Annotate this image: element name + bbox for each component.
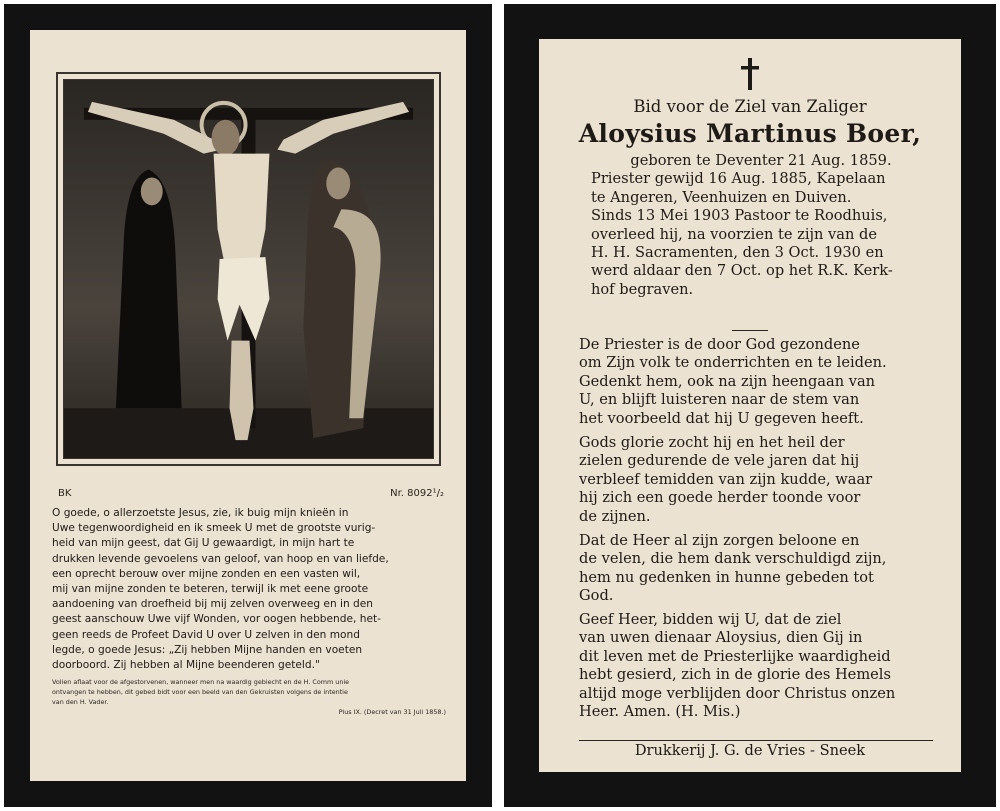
paragraph-line: De Priester is de door God gezondene: [579, 336, 860, 353]
prayer-line: aandoening van droefheid bij mij zelven overweeg en in den: [52, 598, 374, 611]
paragraph-line: Heer. Amen. (H. Mis.): [579, 703, 741, 721]
prayer-line: geest aanschouw Uwe vijf Wonden, vor oogen hebbende, het-: [52, 613, 381, 626]
indulgence-line: van den H. Vader.: [52, 698, 109, 706]
prayer-line: heid van mijn geest, dat Gij U gewaardigt, in mijn hart te: [52, 537, 355, 550]
paragraph-line: om Zijn volk te onderrichten en te leiden.: [579, 354, 887, 372]
prayer-line: een oprecht berouw over mijne zonden en een vasten wil,: [52, 567, 361, 580]
paragraph-line: Gedenkt hem, ook na zijn heengaan van: [579, 372, 876, 390]
paragraph-line: Dat de Heer al zijn zorgen beloone en: [579, 532, 860, 549]
bio-line: Priester gewijd 16 Aug. 1885, Kapelaan: [591, 170, 886, 188]
bio-line: hof begraven.: [591, 280, 694, 298]
print-number: Nr. 8092¹/₂: [390, 488, 444, 499]
picture-frame: [56, 72, 441, 466]
prayer-text: [52, 506, 446, 673]
memorial-card-right: [504, 4, 996, 807]
prayer-line: doorboord. Zij hebben al Mijne beenderen geteld.": [52, 659, 320, 672]
indulgence-line: ontvangen te hebben, dit gebed bidt voor een beeld van den Gekruisten volgens de intentie: [52, 688, 348, 696]
prayer-line: drukken levende gevoelens van geloof, van hoop en van liefde,: [52, 552, 389, 565]
bio-line: werd aldaar den 7 Oct. op het R.K. Kerk-: [591, 262, 893, 280]
prayer-heading: Bid voor de Ziel van Zaliger: [633, 97, 867, 116]
printer-credit: Drukkerij J. G. de Vries - Sneek: [634, 742, 866, 759]
paragraph-line: hem nu gedenken in hunne gebeden tot: [579, 568, 874, 586]
latin-cross-icon: [734, 57, 766, 91]
paragraph-line: hij zich een goede herder toonde voor: [579, 489, 861, 507]
paragraph-line: dit leven met de Priesterlijke waardigheid: [579, 647, 891, 665]
paragraph-prayer: [579, 611, 934, 721]
paragraph-line: hebt gesierd, zich in de glorie des Hemels: [579, 666, 891, 684]
paragraph-glory: [579, 434, 934, 526]
prayer-line: mij van mijne zonden te beteren, terwijl ik met eene groote: [52, 583, 369, 596]
crucifixion-scene-icon: [63, 79, 434, 459]
paragraph-line: de zijnen.: [579, 507, 651, 525]
card-paper-left: [30, 30, 466, 781]
indulgence-line: Volien aflaat voor de afgestorvenen, wanneer men na waardig gebiecht en de H. Comm unie: [52, 678, 350, 686]
biography: [591, 152, 931, 299]
bio-line: te Angeren, Veenhuizen en Duiven.: [591, 188, 852, 206]
paragraph-line: zielen gedurende de vele jaren dat hij: [579, 452, 860, 470]
prayer-line: legde, o goede Jesus: „Zij hebben Mijne handen en voeten: [52, 643, 363, 656]
bio-line: Sinds 13 Mei 1903 Pastoor te Roodhuis,: [591, 207, 888, 225]
paragraph-line: van uwen dienaar Aloysius, dien Gij in: [579, 629, 863, 647]
indulgence-note: [52, 677, 446, 716]
paragraph-line: de velen, die hem dank verschuldigd zijn,: [579, 550, 887, 568]
paragraph-reward: [579, 532, 934, 606]
bio-line: H. H. Sacramenten, den 3 Oct. 1930 en: [591, 244, 884, 262]
deceased-name: Aloysius Martinus Boer,: [578, 119, 922, 148]
memorial-card-left: [4, 4, 492, 807]
prayer-line: Uwe tegenwoordigheid en ik smeek U met de grootste vurig-: [52, 522, 376, 535]
indulgence-source: Pius IX. (Decret van 31 Juli 1858.): [338, 708, 446, 716]
paragraph-line: verbleef temidden van zijn kudde, waar: [579, 470, 873, 488]
prayer-line: geen reeds de Profeet David U over U zelven in den mond: [52, 628, 360, 641]
bio-line: geboren te Deventer 21 Aug. 1859.: [630, 152, 892, 169]
publisher-mark: BK: [58, 488, 72, 499]
paragraph-priest: [579, 336, 934, 428]
paragraph-line: U, en blijft luisteren naar de stem van: [579, 391, 860, 409]
divider: [732, 330, 768, 331]
print-meta-row: [58, 488, 444, 504]
card-paper-right: [539, 39, 961, 772]
paragraph-line: Gods glorie zocht hij en het heil der: [579, 434, 845, 451]
prayer-line: O goede, o allerzoetste Jesus, zie, ik buig mijn knieën in: [52, 507, 349, 519]
paragraph-line: altijd moge verblijden door Christus onzen: [579, 684, 896, 702]
paragraph-line: God.: [579, 587, 614, 605]
footer-divider: [579, 740, 933, 741]
paragraph-line: het voorbeeld dat hij U gegeven heeft.: [579, 409, 864, 427]
paragraph-line: Geef Heer, bidden wij U, dat de ziel: [579, 611, 842, 628]
bio-line: overleed hij, na voorzien te zijn van de: [591, 225, 878, 243]
